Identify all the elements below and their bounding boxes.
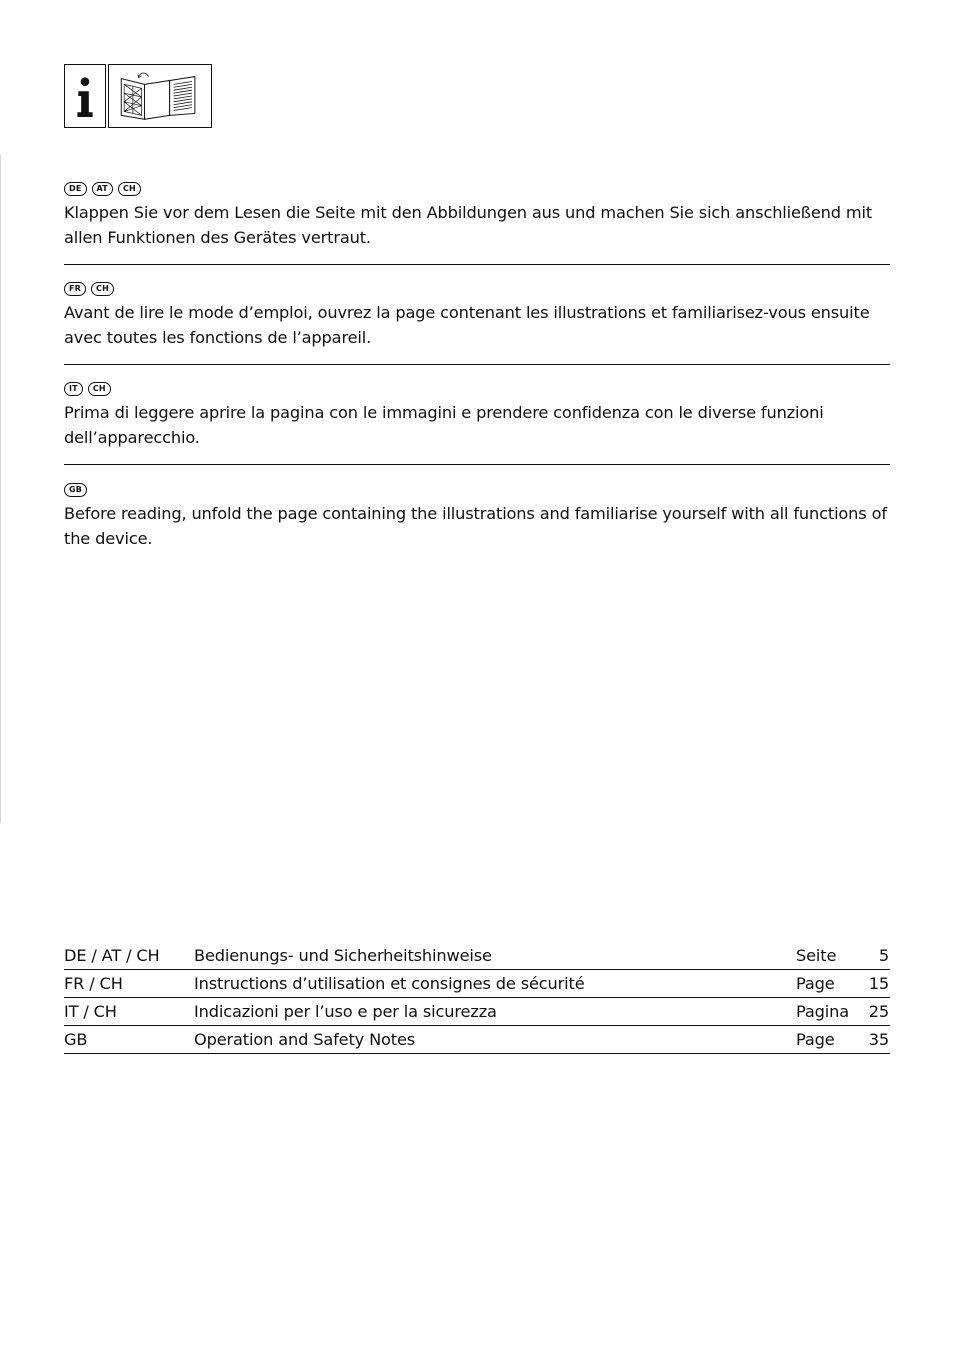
lang-badges xyxy=(64,380,890,398)
toc-lang: IT / CH xyxy=(64,1002,117,1021)
section-divider xyxy=(64,464,890,465)
info-i-icon xyxy=(64,64,106,128)
lang-badge: AT xyxy=(92,182,113,196)
lang-section-fr xyxy=(64,280,890,350)
lang-badges xyxy=(64,180,890,198)
toc-row[interactable] xyxy=(64,942,890,970)
info-i-glyph xyxy=(65,65,105,127)
toc-lang: FR / CH xyxy=(64,974,123,993)
lang-badge: GB xyxy=(64,483,87,497)
lang-section-it xyxy=(64,380,890,450)
toc-page-label: Page xyxy=(796,1030,835,1049)
toc-page-label: Pagina xyxy=(796,1002,850,1021)
toc-row[interactable] xyxy=(64,1026,890,1054)
lang-badge: CH xyxy=(118,182,141,196)
toc-row[interactable] xyxy=(64,970,890,998)
lang-section-gb xyxy=(64,481,890,551)
lang-badge: CH xyxy=(91,282,114,296)
section-divider xyxy=(64,264,890,265)
lang-badges xyxy=(64,280,890,298)
toc-page-number: 25 xyxy=(868,1002,889,1021)
toc-page-label: Seite xyxy=(796,946,837,965)
section-divider xyxy=(64,364,890,365)
table-of-contents xyxy=(64,942,890,1054)
unfold-page-icon xyxy=(108,64,212,128)
lang-instruction-text: Before reading, unfold the page containing the illustrations and familiarise yourself with all functions of the device. xyxy=(64,504,887,548)
lang-badge: CH xyxy=(88,382,111,396)
lang-badge: IT xyxy=(64,382,83,396)
toc-page-number: 5 xyxy=(878,946,889,965)
toc-title: Instructions d’utilisation et consignes de sécurité xyxy=(194,974,585,993)
lang-section-de xyxy=(64,180,890,250)
toc-title: Operation and Safety Notes xyxy=(194,1030,416,1049)
toc-title: Indicazioni per l’uso e per la sicurezza xyxy=(194,1002,497,1021)
lang-badges xyxy=(64,481,890,499)
lang-instruction-text: Prima di leggere aprire la pagina con le immagini e prendere confidenza con le diverse funzioni dell’apparecchio. xyxy=(64,403,824,447)
toc-page-number: 15 xyxy=(868,974,889,993)
page-edge-rule xyxy=(0,155,1,823)
toc-page-label: Page xyxy=(796,974,835,993)
lang-badge: DE xyxy=(64,182,87,196)
lang-badge: FR xyxy=(64,282,86,296)
lang-instruction-text: Avant de lire le mode d’emploi, ouvrez la page contenant les illustrations et familiarisez-vous ensuite avec toutes les fonctions de l’appareil. xyxy=(64,303,870,347)
lang-instruction-text: Klappen Sie vor dem Lesen die Seite mit den Abbildungen aus und machen Sie sich anschließend mit allen Funktionen des Gerätes vertraut. xyxy=(64,203,873,247)
unfold-page-drawing xyxy=(109,65,211,127)
toc-page-number: 35 xyxy=(868,1030,889,1049)
toc-title: Bedienungs- und Sicherheitshinweise xyxy=(194,946,492,965)
toc-row[interactable] xyxy=(64,998,890,1026)
toc-lang: GB xyxy=(64,1030,88,1049)
toc-lang: DE / AT / CH xyxy=(64,946,160,965)
